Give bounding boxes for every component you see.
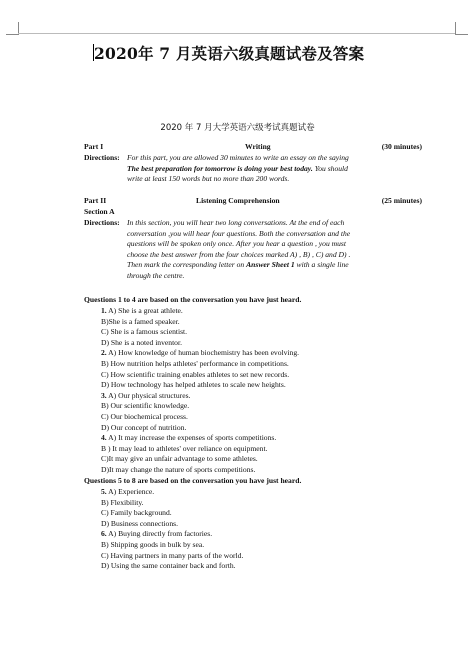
part2-directions-line: In this section, you will hear two long conversations. At the end of each bbox=[127, 218, 345, 227]
question-item: B)She is a famed speaker. bbox=[101, 316, 180, 326]
header-rule bbox=[18, 33, 455, 34]
question-item: D) Business connections. bbox=[101, 518, 178, 528]
question-group-1-heading: Questions 1 to 4 are based on the conversation you have just heard. bbox=[84, 295, 302, 304]
part2-directions-line: conversation ,you will hear four questions. Both the conversation and the bbox=[127, 228, 351, 238]
question-items-list bbox=[101, 306, 299, 476]
part2-directions-label: Directions: bbox=[84, 218, 120, 227]
part1-directions-mid: You should bbox=[314, 163, 348, 173]
part1-label: Part I bbox=[84, 142, 104, 151]
question-item: C)It may give an unfair advantage to some athletes. bbox=[101, 454, 258, 464]
part1-directions bbox=[127, 153, 375, 185]
part1-directions-post: write at least 150 words but no more than 200 words. bbox=[127, 174, 290, 184]
part2-time: (25 minutes) bbox=[381, 196, 422, 205]
question-item: C) She is a famous scientist. bbox=[101, 327, 188, 337]
question-item: B) Shipping goods in bulk by sea. bbox=[101, 539, 205, 549]
part2-label: Part II bbox=[84, 196, 107, 205]
question-item: B) Flexibility. bbox=[101, 497, 144, 507]
document-title[interactable]: 2020年 7 月英语六级真题试卷及答案 bbox=[94, 44, 365, 63]
question-item: C) Our biochemical process. bbox=[101, 411, 188, 421]
part2-directions-line: through the centre. bbox=[127, 270, 185, 280]
question-item: B) How nutrition helps athletes' performance in competitions. bbox=[101, 358, 289, 368]
part1-directions-bold: The best preparation for tomorrow is doing your best today. bbox=[127, 163, 313, 173]
question-item: 5. A) Experience. bbox=[101, 487, 155, 496]
question-item: D) How technology has helped athletes to scale new heights. bbox=[101, 380, 286, 390]
part1-section-name: Writing bbox=[245, 142, 271, 151]
part2-section-name: Listening Comprehension bbox=[196, 196, 280, 205]
part1-directions-pre: For this part, you are allowed 30 minutes to write an essay on the saying bbox=[127, 153, 349, 162]
question-item: D) Using the same container back and forth. bbox=[101, 561, 236, 571]
crop-mark-right bbox=[455, 22, 468, 35]
part2-directions-line: choose the best answer from the four choices marked A) , B) , C) and D) . bbox=[127, 249, 351, 259]
exam-subtitle: 2020 年 7 月大学英语六级考试真题试卷 bbox=[160, 123, 315, 133]
question-item: 4. A) It may increase the expenses of sports competitions. bbox=[101, 433, 277, 443]
question-item: 3. A) Our physical structures. bbox=[101, 390, 191, 400]
question-item: C) Family background. bbox=[101, 508, 172, 518]
answer-sheet-bold: Answer Sheet 1 bbox=[246, 260, 295, 270]
question-item: B ) It may lead to athletes' over reliance on equipment. bbox=[101, 443, 268, 453]
question-item: D) She is a noted inventor. bbox=[101, 337, 182, 347]
question-item: C) How scientific training enables athletes to set new records. bbox=[101, 369, 290, 379]
section-a-label: Section A bbox=[84, 207, 115, 216]
question-item: B) Our scientific knowledge. bbox=[101, 401, 190, 411]
question-items-list-2 bbox=[101, 487, 243, 572]
question-item: 2. A) How knowledge of human biochemistry has been evolving. bbox=[101, 348, 300, 358]
part1-directions-label: Directions: bbox=[84, 153, 120, 162]
question-item: D) Our concept of nutrition. bbox=[101, 422, 187, 432]
part2-directions bbox=[127, 218, 375, 282]
question-item: 1. A) She is a great athlete. bbox=[101, 306, 183, 315]
question-item: C) Having partners in many parts of the world. bbox=[101, 550, 244, 560]
part2-directions-line5-pre: Then mark the corresponding letter on bbox=[127, 260, 247, 270]
part2-directions-line5-post: with a single line bbox=[294, 260, 349, 270]
question-item: 6. A) Buying directly from factories. bbox=[101, 529, 213, 539]
question-group-2-heading: Questions 5 to 8 are based on the conversation you have just heard. bbox=[84, 476, 302, 485]
part1-time: (30 minutes) bbox=[381, 142, 422, 151]
part2-directions-line: questions will be spoken only once. After you hear a question , you must bbox=[127, 239, 346, 249]
question-item: D)It may change the nature of sports competitions. bbox=[101, 464, 256, 474]
